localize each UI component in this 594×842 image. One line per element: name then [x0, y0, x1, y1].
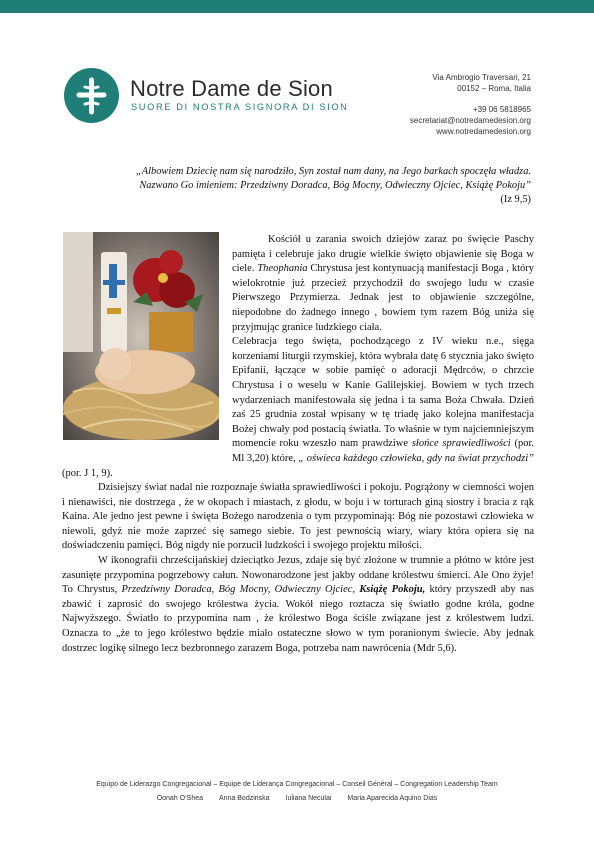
org-name: Notre Dame de Sion	[130, 76, 333, 101]
org-subtitle: SUORE DI NOSTRA SIGNORA DI SION	[131, 102, 349, 112]
paragraph-2: Celebracja tego święta, pochodzącego z IV wieku n.e., sięga korzeniami liturgii rzymskiej, która wybrała datę 6 stycznia jako święto Epifanii, łączące w sobie pamięć o adoracji Mędrców, o chrzcie Chrystusa i o weselu w Kanie Galilejskiej. Bowiem w tych trzech wydarzeniach manifestowała się jedna i ta sama Boża Chwała. Dzień zaś 25 grudnia został wpisany w tę triadę jako kolejna manifestacja Bożej chwały pod postacią światła. To właśnie w tym najciemniejszym momencie roku wzeszło nam prawdziwe słońce sprawiedliwości (por. Ml 3,20) które, „ oświeca każdego człowieka, gdy na świat przychodzi” (por. J 1, 9).	[62, 336, 534, 479]
top-brand-bar	[0, 0, 594, 13]
quote-line-1: „Albowiem Dziecię nam się narodziło, Syn został nam dany, na Jego barkach spoczęła władza.	[135, 166, 531, 177]
quote-reference: (Iz 9,5)	[500, 194, 531, 205]
logo	[64, 68, 119, 123]
footer-name: Maria Aparecida Aquino Dias	[347, 795, 438, 802]
footer-name: Iuliana Neculai	[285, 795, 332, 802]
email-link[interactable]: secretariat@notredamedesion.org	[409, 116, 531, 125]
footer-names	[0, 795, 594, 802]
cross-logo-icon	[64, 68, 119, 123]
paragraph-4: W ikonografii chrześcijańskiej dzieciątko Jezus, zdaje się być złożone w trumnie a płótno w które jest zasunięte przypomina pogrzebowy całun. Nowonarodzone jest jakby oddane królestwu śmierci. Ale Ono żyje! To Chrystus, Przedziwny Doradca, Bóg Mocny, Odwieczny Ojciec, Książę Pokoju, który przyszedł aby nas zbawić i zaprosić do swojego królestwa życia. Wokół niego roztacza się światło godne króla, godne Najwyższego. Światło to przypomina nam , że królestwo Boga ściśle związane jest z królestwem ludzi. Oznacza to „że to jego królestwo będzie miało ostateczne słowo w tym poranionym świecie. Aby jednak dostrzec logikę silnego lecz bezbronnego zarazem Boga, potrzeba nam nawrócenia (Mdr 5,6).	[62, 555, 534, 654]
paragraph-1: Kościół u zarania swoich dziejów zaraz po święcie Paschy pamięta i celebruje jako drugie wielkie święto objawienie się Boga w ciele. Theophania Chrystusa jest kontynuacją manifestacji Boga , który wielokrotnie już przecież przychodził do swojego ludu w czasie Pierwszego Przymierza. Jednak jest to objawienie szczególne, niepodobne do żadnego innego , bowiem tym razem Bóg uniża się przyjmując granice ludzkiego ciała.	[232, 234, 534, 333]
phone-number: +39 06 5818965	[472, 105, 531, 114]
epigraph-quote	[40, 165, 531, 207]
website-link[interactable]: www.notredamedesion.org	[436, 127, 531, 136]
address-line-2: 00152 – Roma, Italia	[457, 84, 531, 93]
footer-name: Oonah O’Shea	[156, 795, 204, 802]
contact-block	[410, 72, 531, 137]
quote-line-2: Nazwano Go imieniem: Przedziwny Doradca, Bóg Mocny, Odwieczny Ojciec, Książę Pokoju”	[139, 180, 531, 191]
article-body	[62, 233, 534, 656]
footer-leadership-team: Equipo de Liderazgo Congregacional – Equipe de Liderança Congregacional – Conseil Général – Congregation Leadership Team	[96, 781, 498, 788]
address-line-1: Via Ambrogio Traversari, 21	[432, 73, 531, 82]
footer-name: Anna Bodzinska	[218, 795, 270, 802]
paragraph-3: Dzisiejszy świat nadal nie rozpoznaje światła sprawiedliwości i pokoju. Pogrążony w ciemności wojen i nienawiści, nie dostrzega , że w okopach i miastach, z głodu, w boju i w torturach giną siostry i bracia z rąk Kaina. Ale jedno jest pewne i święta Bożego narodzenia o tym przypominają: Bóg nie pozostawi człowieka w niewoli, gdyż nie może zaprzeć się samego siebie. To jest pewnością wiary, wiary która opiera się na doświadczeniu pamięci. Bóg nigdy nie porzucił ludzkości i swojego projektu miłości.	[62, 482, 534, 552]
